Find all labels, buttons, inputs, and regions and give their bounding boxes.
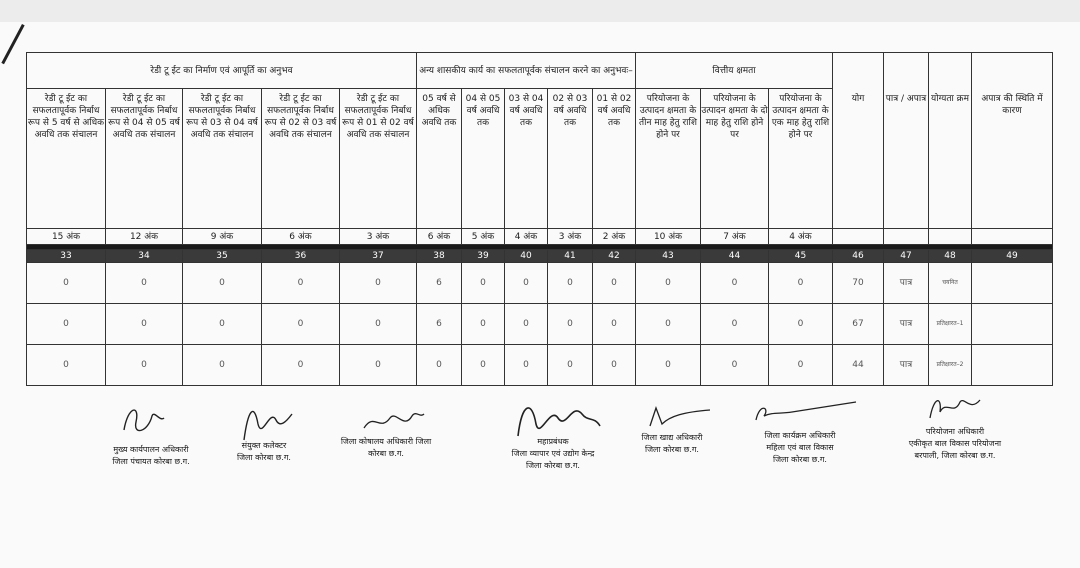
column-marks: 6 अंक	[417, 229, 462, 245]
group-header-other-work: अन्य शासकीय कार्य का सफलतापूर्वक संचालन करने का अनुभवः–	[417, 53, 636, 89]
rank-cell: चयनित	[929, 263, 972, 304]
column-number: 42	[593, 250, 636, 263]
status-cell: पात्र	[884, 345, 929, 386]
signature-scribble-7	[924, 392, 984, 426]
column-header: 03 से 04 वर्ष अवधि तक	[505, 89, 548, 229]
column-number: 44	[701, 250, 769, 263]
score-cell: 0	[340, 263, 417, 304]
column-header: 05 वर्ष से अधिक अवधि तक	[417, 89, 462, 229]
column-marks: 10 अंक	[636, 229, 701, 245]
column-number: 35	[183, 250, 262, 263]
total-cell: 70	[833, 263, 884, 304]
status-cell: पात्र	[884, 263, 929, 304]
rank-cell: प्रतिक्षारत–2	[929, 345, 972, 386]
column-number: 48	[929, 250, 972, 263]
sig-office: जिला कोरबा छ.ग.	[237, 453, 291, 462]
sig-title: परियोजना अधिकारी	[925, 427, 985, 436]
sig-office: जिला पंचायत कोरबा छ.ग.	[112, 457, 190, 466]
total-cell: 44	[833, 345, 884, 386]
sig-office-2: जिला कोरबा छ.ग.	[526, 461, 580, 470]
column-number: 45	[769, 250, 833, 263]
column-marks: 12 अंक	[106, 229, 183, 245]
score-cell: 0	[417, 345, 462, 386]
sig-title: जिला कार्यक्रम अधिकारी	[764, 431, 836, 440]
sig-office-2: बरपाली, जिला कोरबा छ.ग.	[914, 451, 996, 460]
signature-scribble-2	[236, 400, 296, 444]
evaluation-table	[26, 52, 1053, 386]
signature-program-officer	[738, 430, 862, 466]
column-marks: 3 अंक	[340, 229, 417, 245]
signature-scribble-3	[360, 406, 426, 436]
score-cell: 0	[505, 263, 548, 304]
sig-office: जिला व्यापार एवं उद्योग केन्द्र	[511, 449, 595, 458]
score-cell: 0	[769, 304, 833, 345]
score-cell: 0	[462, 345, 505, 386]
status-cell: पात्र	[884, 304, 929, 345]
total-cell: 67	[833, 304, 884, 345]
score-cell: 0	[262, 304, 340, 345]
column-header: परियोजना के उत्पादन क्षमता के एक माह हेतु राशि होने पर	[769, 89, 833, 229]
group-header-experience: रेडी टू ईट का निर्माण एवं आपूर्ति का अनुभव	[27, 53, 417, 89]
column-marks: 9 अंक	[183, 229, 262, 245]
column-header: रेडी टू ईट का सफलतापूर्वक निर्बाध रूप से 01 से 02 वर्ष अवधि तक संचालन	[340, 89, 417, 229]
sig-office: महिला एवं बाल विकास	[766, 443, 834, 452]
score-cell: 0	[769, 345, 833, 386]
score-cell: 6	[417, 263, 462, 304]
column-marks: 6 अंक	[262, 229, 340, 245]
score-cell: 0	[183, 304, 262, 345]
score-cell: 0	[593, 263, 636, 304]
score-cell: 0	[769, 263, 833, 304]
score-cell: 0	[701, 263, 769, 304]
sig-office-2: जिला कोरबा छ.ग.	[773, 455, 827, 464]
signature-scribble-5	[644, 402, 714, 432]
column-header: रेडी टू ईट का सफलतापूर्वक निर्बाध रूप से 5 वर्ष से अधिक अवधि तक संचालन	[27, 89, 106, 229]
score-cell: 0	[262, 345, 340, 386]
column-header: रेडी टू ईट का सफलतापूर्वक निर्बाध रूप से 03 से 04 वर्ष अवधि तक संचालन	[183, 89, 262, 229]
score-cell: 0	[106, 263, 183, 304]
header-total: योग	[833, 53, 884, 229]
score-cell: 0	[27, 263, 106, 304]
score-cell: 0	[548, 345, 593, 386]
header-eligible: पात्र / अपात्र	[884, 53, 929, 229]
signature-scribble-6	[752, 398, 862, 428]
column-number: 38	[417, 250, 462, 263]
score-cell: 0	[183, 345, 262, 386]
side-marks-cell	[972, 229, 1053, 245]
column-header: रेडी टू ईट का सफलतापूर्वक निर्बाध रूप से 02 से 03 वर्ष अवधि तक संचालन	[262, 89, 340, 229]
column-marks: 2 अंक	[593, 229, 636, 245]
side-marks-cell	[929, 229, 972, 245]
score-cell: 0	[262, 263, 340, 304]
header-merit: योग्यता क्रम	[929, 53, 972, 229]
signature-general-manager	[478, 436, 628, 472]
sig-title: संयुक्त कलेक्टर	[241, 441, 287, 450]
column-number: 40	[505, 250, 548, 263]
column-number: 43	[636, 250, 701, 263]
score-cell: 0	[106, 345, 183, 386]
score-cell: 0	[106, 304, 183, 345]
score-cell: 0	[701, 345, 769, 386]
column-number: 39	[462, 250, 505, 263]
reason-cell	[972, 345, 1053, 386]
score-cell: 0	[701, 304, 769, 345]
signature-scribble-1	[118, 402, 168, 440]
score-cell: 0	[340, 304, 417, 345]
signature-ceo	[86, 444, 216, 468]
column-number: 33	[27, 250, 106, 263]
score-cell: 0	[505, 345, 548, 386]
score-cell: 0	[548, 304, 593, 345]
column-header: परियोजना के उत्पादन क्षमता के तीन माह हेतु राशि होने पर	[636, 89, 701, 229]
table-row	[27, 304, 1053, 345]
signature-section	[0, 392, 1080, 512]
column-number: 47	[884, 250, 929, 263]
column-header: रेडी टू ईट का सफलतापूर्वक निर्बाध रूप से 04 से 05 वर्ष अवधि तक संचालन	[106, 89, 183, 229]
sig-title: जिला खाद्य अधिकारी	[641, 433, 703, 442]
sig-title: मुख्य कार्यपालन अधिकारी	[113, 445, 189, 454]
score-cell: 0	[636, 345, 701, 386]
reason-cell	[972, 304, 1053, 345]
column-number: 36	[262, 250, 340, 263]
column-number: 49	[972, 250, 1053, 263]
score-cell: 0	[183, 263, 262, 304]
score-cell: 0	[593, 345, 636, 386]
table-row	[27, 263, 1053, 304]
score-cell: 0	[27, 345, 106, 386]
score-cell: 0	[27, 304, 106, 345]
reason-cell	[972, 263, 1053, 304]
score-cell: 0	[593, 304, 636, 345]
header-reason: अपात्र की स्थिति में कारण	[972, 53, 1053, 229]
sig-office: जिला कोरबा छ.ग.	[645, 445, 699, 454]
sig-office: कोरबा छ.ग.	[368, 449, 404, 458]
side-marks-cell	[833, 229, 884, 245]
score-cell: 0	[636, 263, 701, 304]
score-cell: 0	[636, 304, 701, 345]
rank-cell: प्रतिक्षारत–1	[929, 304, 972, 345]
column-header: 04 से 05 वर्ष अवधि तक	[462, 89, 505, 229]
column-marks: 7 अंक	[701, 229, 769, 245]
column-number: 34	[106, 250, 183, 263]
column-header: परियोजना के उत्पादन क्षमता के दो माह हेतु राशि होने पर	[701, 89, 769, 229]
column-number: 41	[548, 250, 593, 263]
score-cell: 0	[505, 304, 548, 345]
column-marks: 5 अंक	[462, 229, 505, 245]
column-number: 37	[340, 250, 417, 263]
column-header: 01 से 02 वर्ष अवधि तक	[593, 89, 636, 229]
sig-title: जिला कोषालय अधिकारी जिला	[340, 437, 432, 446]
signature-project-officer	[880, 426, 1030, 462]
group-header-financial: वित्तीय क्षमता	[636, 53, 833, 89]
score-cell: 0	[340, 345, 417, 386]
column-marks: 4 अंक	[505, 229, 548, 245]
column-header: 02 से 03 वर्ष अवधि तक	[548, 89, 593, 229]
table-row	[27, 345, 1053, 386]
signature-joint-collector	[216, 440, 312, 464]
score-cell: 0	[462, 304, 505, 345]
column-marks: 3 अंक	[548, 229, 593, 245]
score-cell: 6	[417, 304, 462, 345]
score-cell: 0	[548, 263, 593, 304]
sig-title: महाप्रबंधक	[537, 437, 569, 446]
column-marks: 15 अंक	[27, 229, 106, 245]
side-marks-cell	[884, 229, 929, 245]
signature-food-officer	[622, 432, 722, 456]
signature-treasury-officer	[322, 436, 450, 460]
sig-office: एकीकृत बाल विकास परियोजना	[908, 439, 1002, 448]
score-cell: 0	[462, 263, 505, 304]
column-number: 46	[833, 250, 884, 263]
column-marks: 4 अंक	[769, 229, 833, 245]
photo-top-edge	[0, 0, 1080, 22]
